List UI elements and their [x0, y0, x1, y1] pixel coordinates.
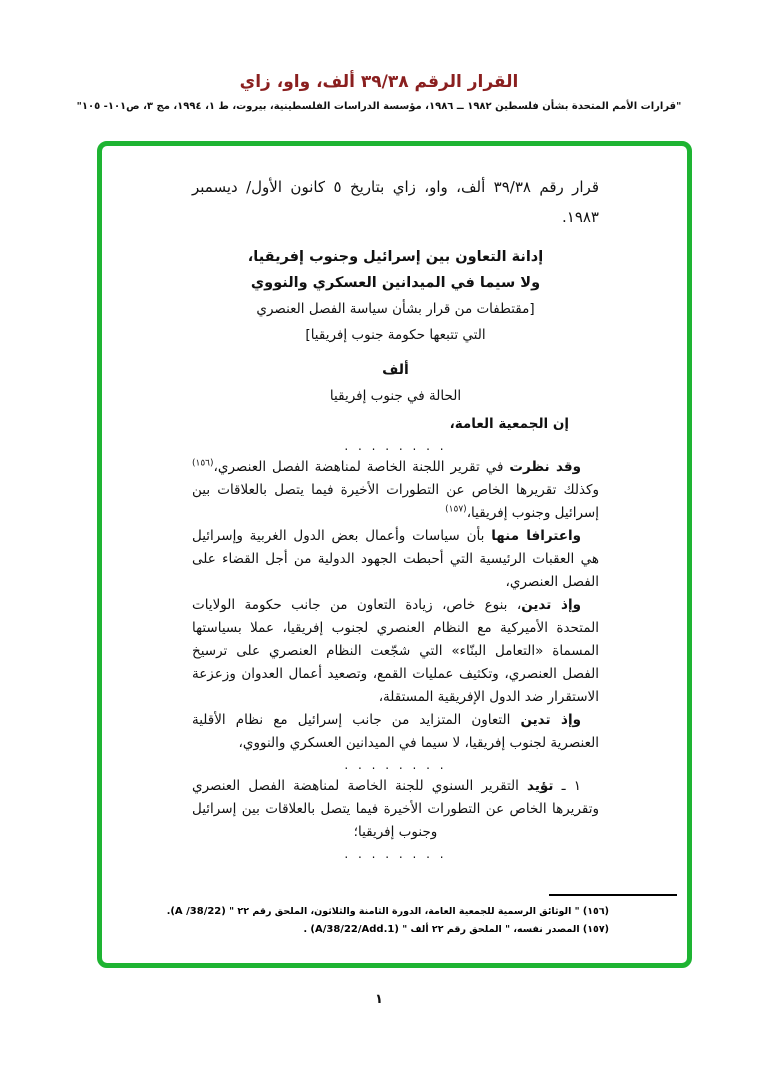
operative-paragraph-1 — [192, 775, 599, 844]
page-number: ١ — [375, 992, 383, 1007]
section-letter: ألف — [382, 362, 409, 378]
footnote-item-156 — [110, 903, 677, 921]
paragraph-lead: وإذ تدين — [521, 597, 582, 613]
footnote-tail: . — [166, 906, 171, 917]
footnote-number: (١٥٧) — [582, 924, 609, 935]
footnote-document-symbol: (A/38/22/Add.1) — [310, 924, 399, 935]
paragraph-lead: وقد نظرت — [509, 459, 582, 475]
paragraph-text: بأن سياسات وأعمال بعض الدول الغربية وإسرائيل هي العقبات الرئيسية التي أحبطت الجهود الدولية من أجل القضاء على الفصل العنصري، — [192, 528, 599, 590]
footnote-document-symbol: (A /38/22) — [170, 906, 226, 917]
footnote-separator — [549, 894, 677, 896]
footnote-marker-157: (١٥٧) — [445, 504, 467, 515]
operative-number: ١ ـ — [553, 778, 581, 794]
paragraph-text: التعاون المتزايد من جانب إسرائيل مع نظام الأقلية العنصرية لجنوب إفريقيا، لا سيما في الميدانين العسكري والنووي، — [192, 712, 599, 751]
page-title: القرار الرقم ٣٩/٣٨ ألف، واو، زاي — [239, 72, 519, 92]
footnote-text: المصدر نفسه، " الملحق رقم ٢٢ ألف " — [398, 924, 583, 935]
resolution-opening: قرار رقم ٣٩/٣٨ ألف، واو، زاي بتاريخ ٥ كانون الأول/ ديسمبر ١٩٨٣. — [192, 178, 600, 226]
preamble-paragraph-condemning-us — [192, 594, 599, 709]
resolution-frame — [97, 141, 692, 968]
section-heading: الحالة في جنوب إفريقيا — [329, 388, 462, 404]
assembly-intro: إن الجمعية العامة، — [449, 416, 569, 432]
preamble-paragraph-considered — [192, 456, 599, 525]
footnote-marker-156: (١٥٦) — [192, 458, 214, 469]
ellipsis-line: . . . . . . . . — [344, 847, 447, 861]
preamble-paragraph-recognizing — [192, 525, 599, 594]
paragraph-text: في تقرير اللجنة الخاصة لمناهضة الفصل العنصري، — [213, 459, 510, 475]
paragraph-lead: تؤيد — [527, 778, 554, 794]
footnote-number: (١٥٦) — [582, 906, 609, 917]
paragraph-text: ، بنوع خاص، زيادة التعاون من جانب حكومة الولايات المتحدة الأميركية مع النظام العنصري لجنوب إفريقيا، عملا بسياستها المسماة «التعامل البنّاء» التي شجّعت النظام العنصري على ترسيخ الفصل العنصري، وتكثيف عمليات القمع، وتصعيد أعمال العدوان وزعزعة الاستقرار ضد الدول الإفريقية المستقلة، — [192, 597, 599, 705]
footnote-item-157 — [110, 921, 677, 939]
paragraph-lead: واعترافا منها — [491, 528, 581, 544]
footnote-tail: . — [303, 924, 311, 935]
source-citation: "قرارات الأمم المتحدة بشأن فلسطين ١٩٨٢ ــ ١٩٨٦، مؤسسة الدراسات الفلسطينية، بيروت، ط ١، ١٩٩٤، مج ٣، ص١٠١- ١٠٥" — [76, 101, 682, 112]
paragraph-text: التقرير السنوي للجنة الخاصة لمناهضة الفصل العنصري وتقريرها الخاص عن التطورات الأخيرة فيما يتصل بالعلاقات بين إسرائيل وجنوب إفريقيا؛ — [192, 778, 599, 840]
excerpt-note-line-2: التي تتبعها حكومة جنوب إفريقيا] — [305, 327, 486, 343]
paragraph-lead: وإذ تدين — [520, 712, 581, 728]
preamble-paragraph-condemning-israel — [192, 709, 599, 755]
excerpt-note-line-1: [مقتطفات من قرار بشأن سياسة الفصل العنصري — [256, 301, 535, 317]
paragraph-text: وكذلك تقريرها الخاص عن التطورات الأخيرة فيما يتصل بالعلاقات بين إسرائيل وجنوب إفريقيا، — [192, 482, 599, 521]
ellipsis-line: . . . . . . . . — [344, 758, 447, 772]
condemnation-title-line-1: إدانة التعاون بين إسرائيل وجنوب إفريقيا، — [247, 249, 544, 265]
footnote-text: " الوثائق الرسمية للجمعية العامة، الدورة الثامنة والثلاثون، الملحق رقم ٢٢ " — [225, 906, 583, 917]
condemnation-title-line-2: ولا سيما في الميدانين العسكري والنووي — [250, 275, 541, 291]
footnotes-block — [110, 894, 677, 939]
ellipsis-line: . . . . . . . . — [344, 439, 447, 453]
